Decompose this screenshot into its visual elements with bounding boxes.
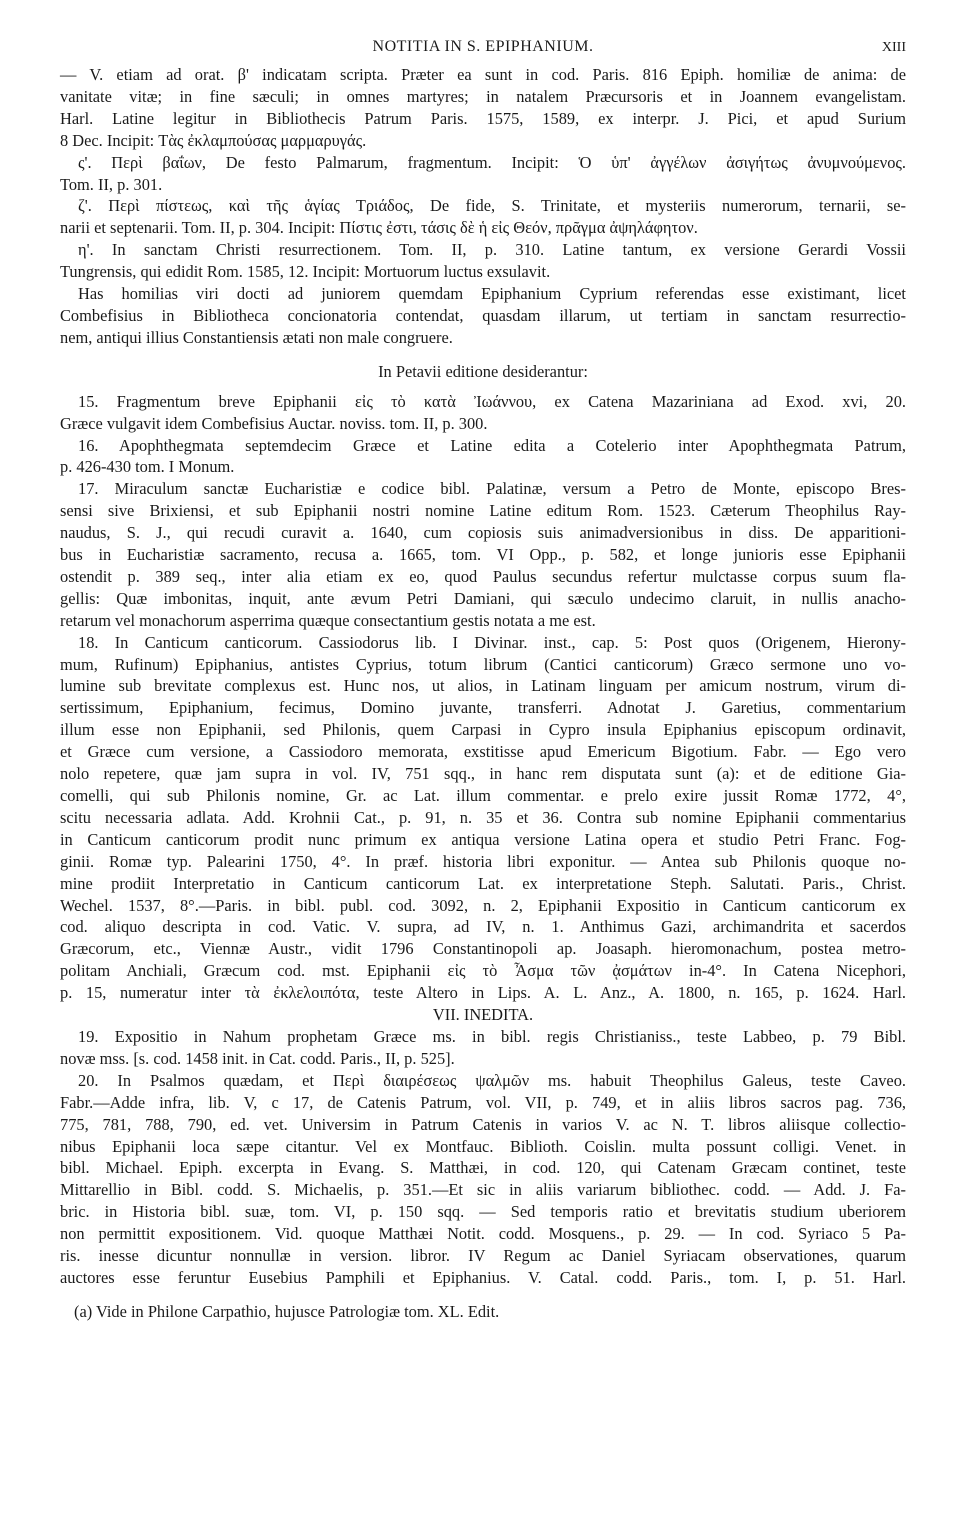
text-line: mine prodiit Interpretatio in Canticum canticorum Lat. ex interpretatione Steph. Salutati. Paris., Christ.: [60, 873, 906, 893]
text-line: η'. In sanctam Christi resurrectionem. Tom. II, p. 310. Latine tantum, ex versione Gerardi Vossii: [78, 240, 906, 260]
page-number: XIII: [881, 40, 906, 55]
text-line: gellis: Quæ imbonitas, inquit, ante ævum Petri Damiani, qui sæculo undecimo claruit, in nullis anacho-: [60, 588, 906, 608]
text-line: non permittit expositionem. Vid. quoque Matthæi Notit. codd. Mosquens., p. 29. — In cod. Syriaco 5 Pa-: [60, 1224, 906, 1244]
text-line: Fabr.—Adde infra, lib. V, c 17, de Catenis Patrum, vol. VII, p. 749, et in aliis libros sacros pag. 736,: [60, 1092, 906, 1112]
text-line: 16. Apophthegmata septemdecim Græce et Latine edita a Cotelerio inter Apophthegmata Patrum,: [78, 435, 906, 455]
text-line: cod. aliquo descripta in cod. Vatic. V. supra, ad IV, n. 1. Anthimus Gazi, archimandrita et sacerdos: [60, 917, 906, 937]
text-line: narii et septenarii. Tom. II, p. 304. Incipit: Πίστις ἐστι, τάσις δὲ ἡ εἰς Θεόν, πρᾶγμα ἀψηλάφητον.: [60, 218, 698, 238]
text-line: In Petavii editione desiderantur:: [378, 361, 588, 381]
text-line: bric. in Historia bibl. suæ, tom. VI, p. 150 sqq. — Sed temporis ratio et brevitatis studium uberiorem: [60, 1202, 906, 1222]
text-line: 20. In Psalmos quædam, et Περὶ διαιρέσεως ψαλμῶν ms. habuit Theophilus Galeus, teste Caveo.: [78, 1070, 906, 1090]
text-line: nibus Epiphanii loca sæpe citantur. Vel ex Montfauc. Biblioth. Coislin. multa possunt colligi. Venet. in: [60, 1136, 906, 1156]
text-line: Tungrensis, qui edidit Rom. 1585, 12. Incipit: Mortuorum luctus exsulavit.: [60, 262, 551, 282]
text-line: (a) Vide in Philone Carpathio, hujusce Patrologiæ tom. XL. Edit.: [74, 1301, 500, 1321]
text-line: vanitate vitæ; in fine sæculi; in omnes martyres; in natalem Præcursoris et in Joannem evangelistam.: [60, 86, 906, 106]
text-line: 17. Miraculum sanctæ Eucharistiæ e codice bibl. Palatinæ, versum a Petro de Monte, episcopo Bres-: [78, 479, 906, 499]
text-line: p. 15, numeratur inter τὰ ἐκλελοιπότα, teste Altero in Lips. A. L. Anz., A. 1800, n. 165, p. 1624. Harl.: [60, 983, 906, 1003]
text-body: [60, 64, 906, 1323]
text-line: Græcorum, etc., Viennæ Austr., vidit 1796 Constantinopoli ap. Joasaph. hieromonachum, postea metro-: [60, 939, 906, 959]
text-line: ostendit p. 389 seq., inter alia etiam ex eo, quod Paulus secundus refertur mulctasse corpus suum fla-: [60, 566, 906, 586]
text-line: sertissimum, Epiphanium, fecimus, Domino juvante, transferri. Adnotat J. Garetius, commentarium: [60, 698, 906, 718]
text-line: Has homilias viri docti ad juniorem quemdam Epiphanium Cyprium referendas esse existimant, licet: [78, 284, 906, 304]
text-line: 18. In Canticum canticorum. Cassiodorus lib. I Divinar. inst., cap. 5: Post quos (Origenem, Hierony-: [78, 632, 906, 652]
text-line: ς'. Περὶ βαΐων, De festo Palmarum, fragmentum. Incipit: Ὁ ὑπ' ἀγγέλων ἀσιγήτως ἀνυμνούμενος.: [78, 152, 906, 172]
paragraph-spacer: [60, 1289, 906, 1301]
text-line: Mittarellio in Bibl. codd. S. Michaelis, p. 351.—Et sic in aliis variarum bibliothec. codd. — Add. J. Fa-: [60, 1180, 906, 1200]
text-line: Harl. Latine legitur in Bibliothecis Patrum Paris. 1575, 1589, ex interpr. J. Pici, et apud Surium: [60, 108, 906, 128]
text-line: Græce vulgavit idem Combefisius Auctar. noviss. tom. II, p. 300.: [60, 413, 488, 433]
text-line: mum, Rufinum) Epiphanius, antistes Cyprius, totum librum (Cantici canticorum) Græco sermone uno vo-: [60, 654, 906, 674]
running-header: [60, 38, 906, 62]
text-line: 15. Fragmentum breve Epiphanii εἰς τὸ κατὰ Ἰωάννου, ex Catena Mazariniana ad Exod. xvi, 20.: [78, 391, 906, 411]
text-line: Combefisius in Bibliotheca concionatoria contendat, quasdam illarum, ut tertiam in sanctam resurrectio-: [60, 305, 906, 325]
text-line: comelli, qui sub Philonis nomine, Gr. ac Lat. illum commentar. e prelo exire jussit Romæ 1772, 4°,: [60, 786, 906, 805]
text-line: p. 426-430 tom. I Monum.: [60, 457, 235, 477]
text-line: politam Anchiali, Græcum cod. mst. Epiphanii εἰς τὸ Ἆσμα τῶν ᾀσμάτων in-4°. In Catena Nicephori,: [60, 961, 906, 981]
paragraph-spacer: [60, 349, 906, 361]
text-line: Tom. II, p. 301.: [60, 174, 163, 194]
text-line: 19. Expositio in Nahum prophetam Græce ms. in bibl. regis Christianiss., teste Labbeo, p. 79 Bibl.: [78, 1026, 906, 1046]
text-line: VII. INEDITA.: [432, 1005, 534, 1025]
text-line: nolo repetere, quæ jam supra in vol. IV, 751 sqq., in hanc rem disputata sunt (a): et de editione Gia-: [60, 764, 906, 784]
text-line: ζ'. Περὶ πίστεως, καὶ τῆς ἁγίας Τριάδος, De fide, S. Trinitate, et mysteriis numerorum, ternarii, se-: [78, 196, 906, 216]
page-title: NOTITIA IN S. EPIPHANIUM.: [372, 38, 594, 55]
text-line: bus in Eucharistiæ sacramento, recusa a. 1665, tom. VI Opp., p. 582, et longe junioris esse Epiphanii: [60, 545, 906, 565]
text-line: bibl. Michael. Epiph. excerpta in Evang. S. Matthæi, in cod. 120, qui Catenam Græcam continet, teste: [60, 1158, 906, 1178]
text-line: auctores esse feruntur Eusebius Pamphili et Epiphanius. V. Catal. codd. Paris., tom. I, p. 51. Harl.: [60, 1267, 906, 1287]
text-line: scitu necessaria adlata. Add. Krohnii Cat., p. 91, n. 35 et 36. Contra sub nomine Epiphanii commentarius: [60, 807, 906, 827]
text-line: et Græce cum versione, a Cassiodoro memorata, exstitisse apud Emericum Bigotium. Fabr. — Ego vero: [60, 742, 906, 762]
text-line: novæ mss. [s. cod. 1458 init. in Cat. codd. Paris., II, p. 525].: [60, 1048, 455, 1068]
text-line: lumine sub brevitate complexus est. Hunc nos, ut alios, in Latinam linguam per amicum nostrum, virum di-: [60, 676, 906, 696]
text-line: sensi sive Brixiensi, et sub Epiphanii nostri nomine Latine editum Rom. 1523. Cæterum Theophilus Ray-: [60, 501, 906, 521]
paragraph-spacer: [60, 383, 906, 391]
text-line: retarum vel monachorum asperrima quæque consectantium gestis notata a me est.: [60, 610, 596, 630]
text-line: Wechel. 1537, 8°.—Paris. in bibl. publ. cod. 3092, n. 2, Epiphanii Expositio in Canticum canticorum ex: [60, 895, 906, 915]
text-line: in Canticum canticorum prodit nunc primum ex antiqua versione Latina opera et studio Petri Franc. Fog-: [60, 829, 906, 849]
text-line: ginii. Romæ typ. Palearini 1750, 4°. In præf. historia libri exponitur. — Antea sub Philonis quoque no-: [60, 851, 906, 871]
text-line: nem, antiqui illius Constantiensis ætati non male congruere.: [60, 327, 453, 347]
text-line: ris. inesse dicuntur nonnullæ in version. libror. IV Regum ac Daniel Syriacam observationes, quarum: [60, 1246, 906, 1266]
text-line: naudus, S. J., qui recudi curavit a. 1640, cum copiosis suis animadversionibus in diss. De apparitioni-: [60, 523, 906, 543]
text-line: — V. etiam ad orat. β' indicatam scripta. Præter ea sunt in cod. Paris. 816 Epiph. homiliæ de anima: de: [60, 65, 906, 84]
text-line: illum esse non Epiphanii, sed Philonis, quem Carpasi in Cypro insula Epiphanius episcopum ordinavit,: [60, 720, 906, 740]
text-line: 8 Dec. Incipit: Τὰς ἐκλαμπούσας μαρμαρυγάς.: [60, 130, 367, 150]
text-line: 775, 781, 788, 790, ed. vet. Universim in Patrum Catenis in varios V. ac N. T. libros aliisque collectio-: [60, 1114, 906, 1134]
